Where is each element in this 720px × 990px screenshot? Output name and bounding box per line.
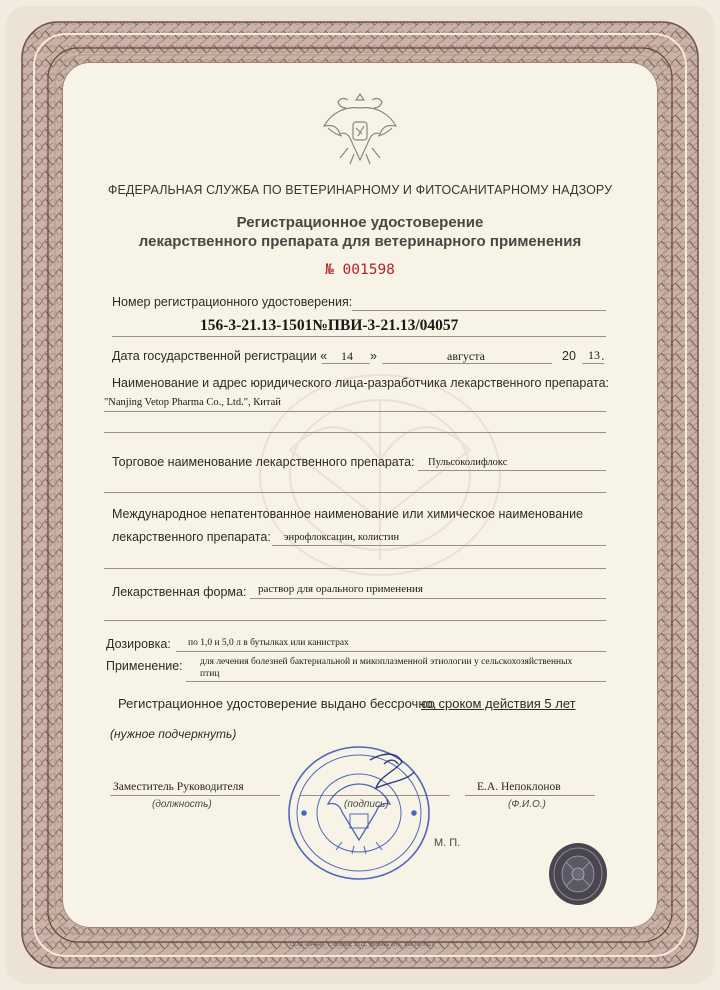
document-title-line1: Регистрационное удостоверение [236,214,484,231]
validity-underlined: со сроком действия 5 лет [421,696,576,711]
dosage-value: по 1,0 и 5,0 л в бутылках или канистрах [188,638,349,648]
underline-note: (нужное подчеркнуть) [110,727,237,741]
validity-text: Регистрационное удостоверение выдано бессрочно, [118,696,437,711]
position-caption: (должность) [152,799,212,810]
date-close-quote: » [370,349,377,363]
double-headed-eagle-icon [318,88,402,168]
document-title-line2: лекарственного препарата для ветеринарного применения [138,233,582,250]
signatory-name: Е.А. Непоклонов [477,781,561,793]
date-label: Дата государственной регистрации « [112,349,328,363]
name-caption: (Ф.И.О.) [508,799,546,810]
regnum-value: 156-3-21.13-1501№ПВИ-3-21.13/04057 [200,317,459,334]
developer-label: Наименование и адрес юридического лица-разработчика лекарственного препарата: [112,376,610,390]
dosage-label: Дозировка: [106,637,171,651]
official-seal-icon [284,742,434,884]
eagle-watermark-icon [250,360,510,590]
dosage-form-value: раствор для орального применения [258,583,423,595]
date-end: . [601,349,605,363]
inn-value: энрофлоксацин, колистин [284,532,400,543]
date-year-prefix: 20 [562,349,576,363]
hologram-sticker-icon [548,842,608,906]
signatory-position: Заместитель Руководителя [113,781,244,793]
printer-info: ООО «ЗНАК», г. Москва, 2011, уровень «Б», зак. № 8922 [290,942,435,948]
trade-name-value: Пульсоколифлокс [428,457,508,468]
date-day: 14 [341,349,353,363]
seal-place-label: М. П. [434,837,461,849]
usage-label: Применение: [106,659,183,673]
date-year: 13 [588,348,600,362]
regnum-label: Номер регистрационного удостоверения: [112,295,353,309]
date-month: августа [447,349,485,363]
inn-label-line1: Международное непатентованное наименование или химическое наименование [112,507,584,521]
signature-caption: (подпись) [344,799,389,810]
dosage-form-label: Лекарственная форма: [112,585,247,599]
inn-label-line2: лекарственного препарата: [112,530,271,544]
agency-name: ФЕДЕРАЛЬНАЯ СЛУЖБА ПО ВЕТЕРИНАРНОМУ И ФИТОСАНИТАРНОМУ НАДЗОРУ [107,183,613,197]
usage-value-line1: для лечения болезней бактериальной и микоплазменной этиологии у сельскохозяйственных [200,657,573,667]
usage-value-line2: птиц [200,669,220,679]
developer-value: "Nanjing Vetop Pharma Co., Ltd.", Китай [104,397,281,408]
form-number: № 001598 [325,262,395,278]
trade-name-label: Торговое наименование лекарственного препарата: [112,455,415,469]
